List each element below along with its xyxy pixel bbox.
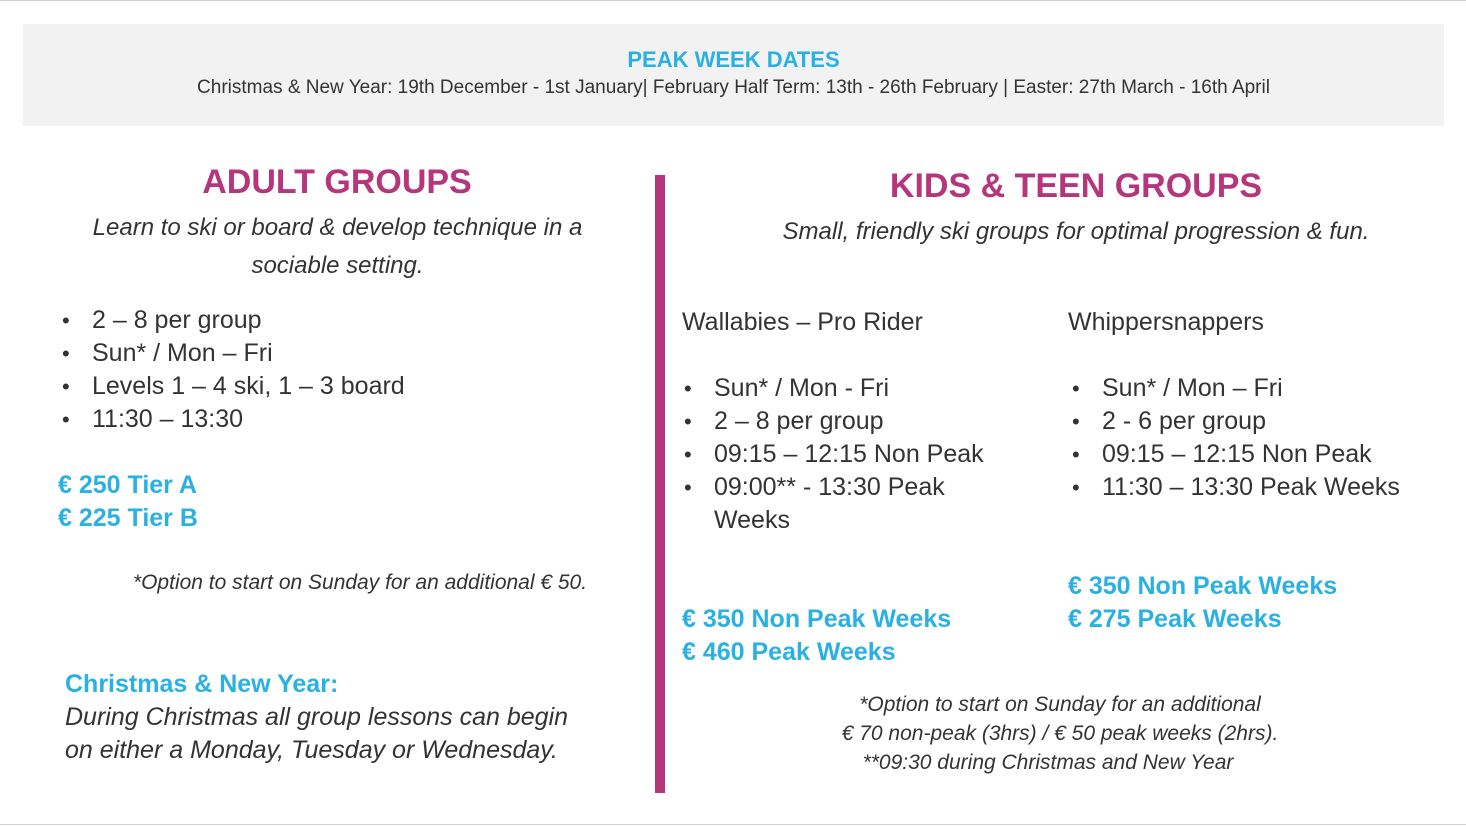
kids-sunday-note-line1: *Option to start on Sunday for an additional bbox=[859, 693, 1261, 716]
wallabies-details bbox=[682, 372, 1027, 537]
list-item: • 11:30 – 13:30 Peak Weeks bbox=[1070, 471, 1460, 504]
whippersnappers-title: Whippersnappers bbox=[1068, 308, 1264, 336]
peak-week-dates: Christmas & New Year: 19th December - 1st January| February Half Term: 13th - 26th February | Easter: 27th March - 16th April bbox=[197, 77, 1270, 98]
adult-groups-title: ADULT GROUPS bbox=[202, 163, 472, 201]
peak-week-title: PEAK WEEK DATES bbox=[627, 47, 840, 72]
whippersnappers-details bbox=[1070, 372, 1460, 504]
list-item: • 09:15 – 12:15 Non Peak bbox=[682, 438, 1027, 471]
wallabies-price-non-peak: € 350 Non Peak Weeks bbox=[682, 605, 952, 633]
list-item: • 11:30 – 13:30 bbox=[60, 403, 620, 436]
top-rule bbox=[0, 0, 1466, 1]
list-item: • 2 - 6 per group bbox=[1070, 405, 1460, 438]
list-item: • Sun* / Mon – Fri bbox=[1070, 372, 1460, 405]
adult-sunday-note: *Option to start on Sunday for an additional € 50. bbox=[132, 571, 588, 594]
list-item: • 09:00** - 13:30 Peak Weeks bbox=[682, 471, 1027, 537]
kids-christmas-time-note: **09:30 during Christmas and New Year bbox=[862, 751, 1234, 774]
bottom-rule bbox=[0, 824, 1466, 825]
kids-sunday-note-line2: € 70 non-peak (3hrs) / € 50 peak weeks (2hrs). bbox=[841, 722, 1279, 745]
adult-price-tier-b: € 225 Tier B bbox=[58, 504, 198, 532]
christmas-text-line2: on either a Monday, Tuesday or Wednesday. bbox=[65, 736, 558, 764]
adult-price-tier-a: € 250 Tier A bbox=[58, 471, 197, 499]
list-item: • 2 – 8 per group bbox=[682, 405, 1027, 438]
column-divider bbox=[655, 175, 665, 793]
wallabies-title: Wallabies – Pro Rider bbox=[682, 308, 923, 336]
list-item: • Sun* / Mon – Fri bbox=[60, 337, 620, 370]
kids-teen-groups-subtitle: Small, friendly ski groups for optimal progression & fun. bbox=[782, 218, 1370, 245]
whippersnappers-price-peak: € 275 Peak Weeks bbox=[1068, 605, 1282, 633]
list-item: • Levels 1 – 4 ski, 1 – 3 board bbox=[60, 370, 620, 403]
whippersnappers-price-non-peak: € 350 Non Peak Weeks bbox=[1068, 572, 1338, 600]
adult-groups-details bbox=[60, 304, 620, 436]
adult-groups-subtitle: Learn to ski or board & develop technique in a sociable setting. bbox=[92, 214, 583, 279]
christmas-text-line1: During Christmas all group lessons can begin bbox=[65, 703, 569, 731]
list-item: • Sun* / Mon - Fri bbox=[682, 372, 1027, 405]
kids-teen-groups-title: KIDS & TEEN GROUPS bbox=[889, 167, 1263, 205]
list-item: • 2 – 8 per group bbox=[60, 304, 620, 337]
list-item: • 09:15 – 12:15 Non Peak bbox=[1070, 438, 1460, 471]
peak-week-banner bbox=[23, 24, 1444, 126]
wallabies-price-peak: € 460 Peak Weeks bbox=[682, 638, 896, 666]
christmas-title: Christmas & New Year: bbox=[65, 670, 339, 698]
